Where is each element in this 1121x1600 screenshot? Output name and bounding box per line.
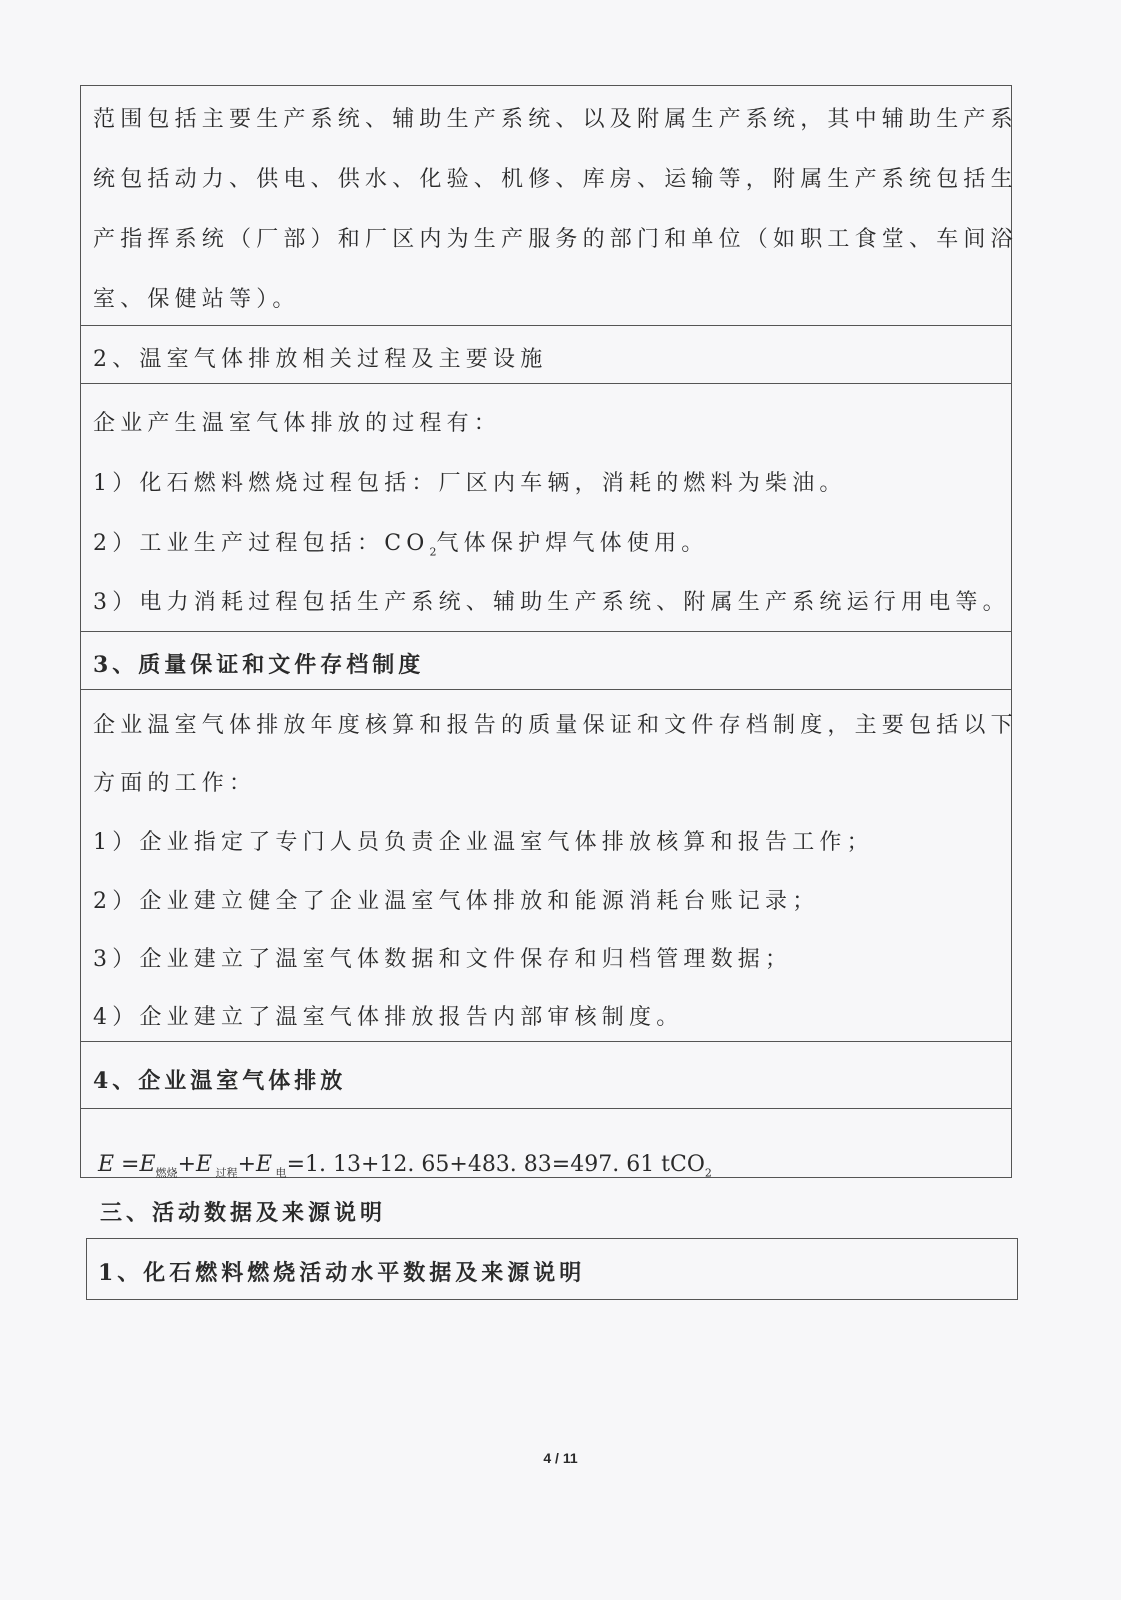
scope-line: 统包括动力、供电、供水、化验、机修、库房、运输等，附属生产系统包括生	[93, 167, 1018, 192]
page-number: 4 / 11	[543, 1450, 578, 1466]
section2-line: 3）电力消耗过程包括生产系统、辅助生产系统、附属生产系统运行用电等。	[93, 590, 1010, 615]
section3-line: 2）企业建立健全了企业温室气体排放和能源消耗台账记录；	[93, 889, 820, 914]
row-divider	[81, 689, 1011, 690]
section2-heading: 2、温室气体排放相关过程及主要设施	[93, 347, 548, 372]
section2-line-text: 2）工业生产过程包括：CO	[93, 531, 430, 556]
formula-plus: +	[237, 1152, 256, 1177]
formula-sub-combustion: 燃烧	[155, 1166, 178, 1180]
section3-line: 方面的工作：	[93, 771, 257, 796]
section2-line-rest: 气体保护焊气体使用。	[436, 531, 709, 556]
formula-eq: =	[114, 1152, 140, 1177]
formula-e: E	[98, 1152, 115, 1177]
row-divider	[81, 631, 1011, 632]
scope-line: 室、保健站等）。	[93, 287, 300, 312]
scope-line: 范围包括主要生产系统、辅助生产系统、以及附属生产系统，其中辅助生产系	[93, 107, 1018, 132]
formula-plus: +	[177, 1152, 196, 1177]
scope-line: 产指挥系统（厂部）和厂区内为生产服务的部门和单位（如职工食堂、车间浴	[93, 227, 1018, 252]
part3-heading: 三、活动数据及来源说明	[100, 1200, 387, 1226]
section3-line: 4）企业建立了温室气体排放报告内部审核制度。	[93, 1005, 684, 1030]
co2-subscript: 2	[429, 545, 437, 559]
section3-line: 企业温室气体排放年度核算和报告的质量保证和文件存档制度，主要包括以下	[93, 713, 1018, 738]
formula-unit-sub: 2	[704, 1166, 712, 1180]
row-divider	[81, 325, 1011, 326]
formula-sub-process: 过程	[212, 1166, 238, 1180]
formula-sub-electricity: 电	[272, 1166, 287, 1180]
formula-e2: E	[196, 1152, 213, 1177]
section3-heading: 3、质量保证和文件存档制度	[93, 652, 425, 678]
formula-value: =1. 13+12. 65+483. 83=497. 61 tCO	[286, 1152, 705, 1177]
formula-e1: E	[139, 1152, 156, 1177]
activity-data-heading: 1、化石燃料燃烧活动水平数据及来源说明	[98, 1260, 586, 1286]
row-divider	[81, 383, 1011, 384]
section3-line: 1）企业指定了专门人员负责企业温室气体排放核算和报告工作；	[93, 830, 874, 855]
section2-line: 1）化石燃料燃烧过程包括：厂区内车辆，消耗的燃料为柴油。	[93, 471, 847, 496]
row-divider	[81, 1108, 1011, 1109]
section4-heading: 4、企业温室气体排放	[93, 1068, 347, 1094]
emission-formula	[98, 1152, 712, 1180]
row-divider	[81, 1041, 1011, 1042]
section3-line: 3）企业建立了温室气体数据和文件保存和归档管理数据；	[93, 947, 793, 972]
section2-line: 企业产生温室气体排放的过程有：	[93, 411, 502, 436]
section2-line-co2	[93, 526, 708, 558]
formula-e3: E	[256, 1152, 273, 1177]
